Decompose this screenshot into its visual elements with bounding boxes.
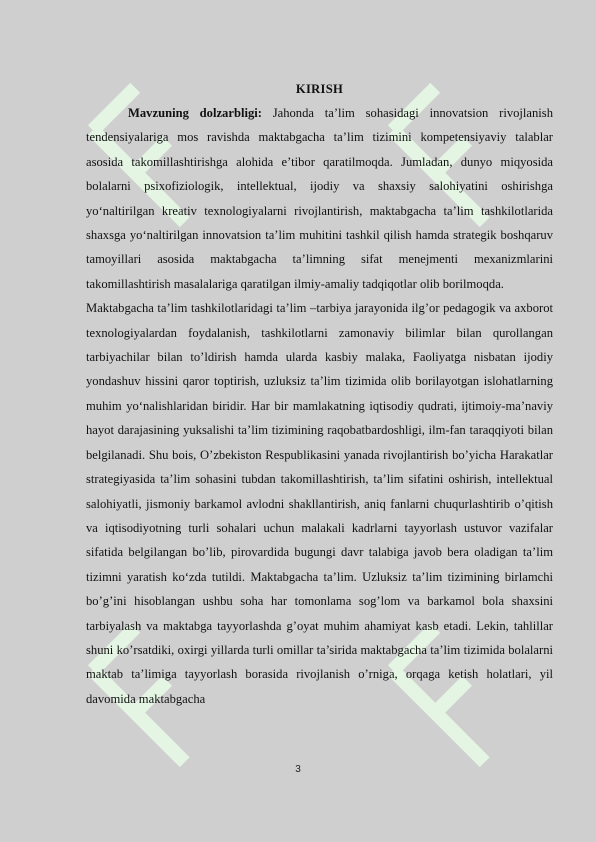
relevance-heading: Mavzuning dolzarbligi: [128, 106, 262, 120]
paragraph-body: Maktabgacha ta’lim tashkilotlaridagi ta’lim –tarbiya jarayonida ilg’or pedagogik va axborot texnologiyalardan foydalanish, tashkilotlarni zamonaviy bilimlar bilan qurollangan tarbiyachilar bilan to’ldirish hamda ularda kasbiy malaka, Faoliyatga nisbatan ijodiy yondashuv hissini qaror toptirish, uzluksiz ta’lim tizimida olib borilayotgan islohatlarning muhim yo‘nalishlaridan biridir. Har bir mamlakatning iqtisodiy qudrati, ijtimoiy-ma’naviy hayot darajasining yuksalishi ta’lim tizimining raqobatbardoshligi, ilm-fan taraqqiyoti bilan belgilanadi. Shu bois, O’zbekiston Respublikasini yanada rivojlantirish bo’yicha Harakatlar strategiyasida ta’lim sohasini tubdan takomillashtirish, ta’lim sifatini oshirish, intellektual salohiyatli, jismoniy barkamol avlodni shakllantirish, aniq fanlarni chuqurlashtirib o’qitish va iqtisodiyotning turli sohalari uchun malakali kadrlarni tayyorlash ustuvor vazifalar sifatida belgilangan bo’lib, pirovardida bugungi davr talabiga javob bera oladigan ta’lim tizimni yaratish ko‘zda tutildi. Maktabgacha ta’lim. Uzluksiz ta’lim tizimining birlamchi bo’g’ini hisoblangan ushbu soha har tomonlama sog’lom va barkamol bola shaxsini tarbiyalash va maktabga tayyorlashda g’oyat muhim ahamiyat kasb etadi. Lekin, tahlillar shuni ko’rsatdiki, oxirgi yillarda turli omillar ta’sirida maktabgacha ta’lim tizimida bolalarni maktab ta’limiga tayyorlash borasida rivojlanish o’rniga, orqaga ketish holatlari, yil davomida maktabgacha [86, 301, 553, 706]
page-title: KIRISH [295, 82, 344, 96]
paragraph-relevance [86, 101, 553, 296]
page-number: 3 [295, 764, 301, 775]
document-body [86, 82, 553, 711]
relevance-text: Jahonda ta’lim sohasidagi innovatsion rivojlanish tendensiyalariga mos ravishda maktabgacha ta’lim tizimini kompetensiyaviy talablar asosida takomillashtirishga alohida e’tibor qaratilmoqda. Jumladan, dunyo miqyosida bolalarni psixofiziologik, intellektual, ijodiy va shaxsiy salohiyatini oshirishga yo‘naltirilgan kreativ texnologiyalarni rivojlantirish, maktabgacha ta’lim tashkilotlarida shaxsga yo‘naltirilgan innovatsion ta’lim muhitini tashkil qilish hamda strategik boshqaruv tamoyillari asosida maktabgacha ta’limning sifat menejmenti mexanizmlarini takomillashtirish masalalariga qaratilgan ilmiy-amaliy tadqiqotlar olib borilmoqda. [86, 106, 554, 291]
